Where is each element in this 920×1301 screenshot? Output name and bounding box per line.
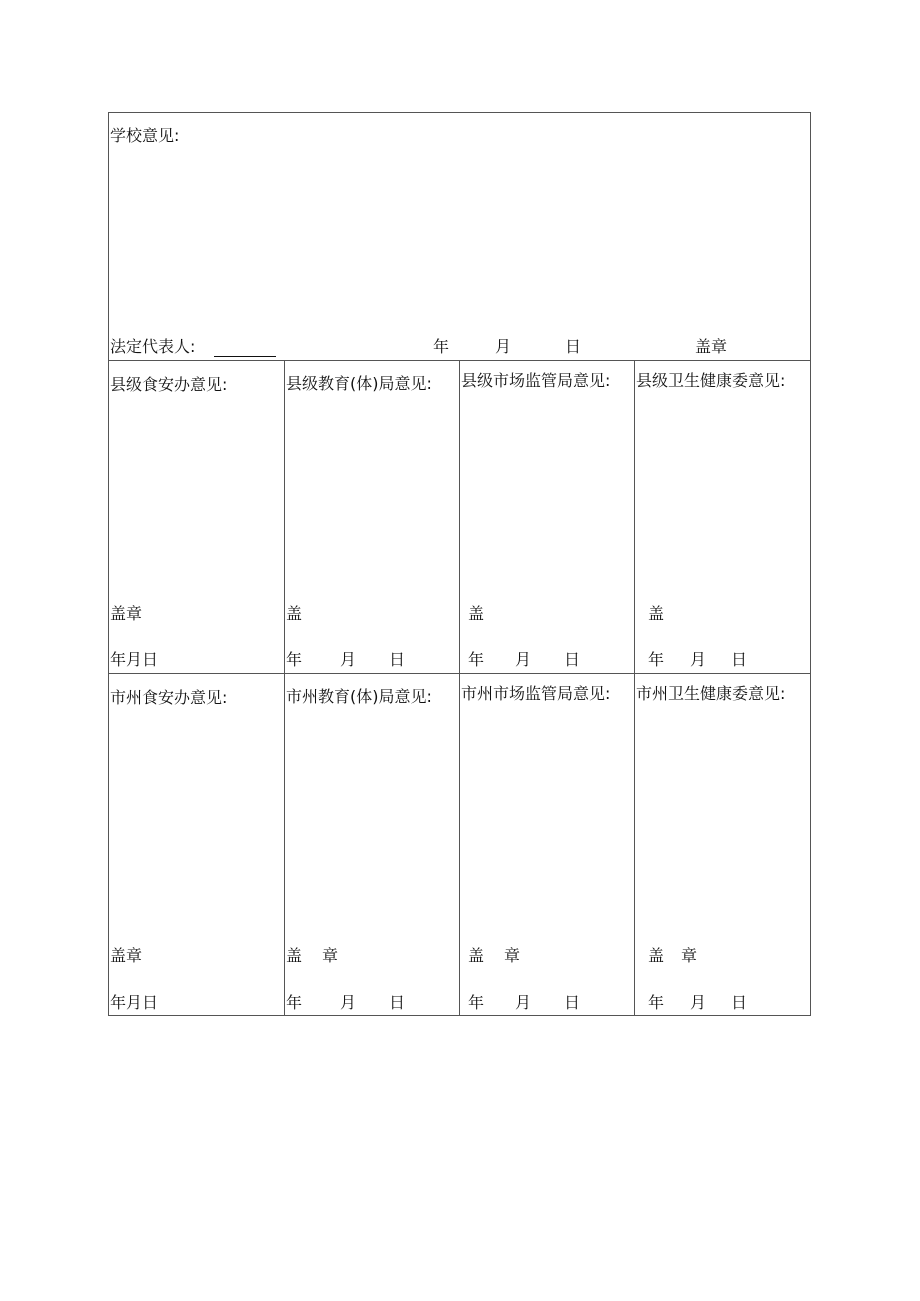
seal-label-second: 章 [681,946,698,965]
school-day-label: 日 [565,337,582,356]
county-health-commission-cell [635,361,811,673]
month-label: 月 [515,993,532,1012]
day-label: 日 [564,650,581,669]
legal-representative-label: 法定代表人: [110,337,196,356]
month-label: 月 [340,993,357,1012]
day-label: 日 [731,993,748,1012]
city-food-safety-office-cell [109,674,284,1016]
date-label: 年月日 [110,993,159,1012]
seal-label-second: 章 [322,946,339,965]
legal-representative-signature-line [214,356,276,357]
cell-title: 市州卫生健康委意见: [636,684,786,703]
month-label: 月 [340,650,357,669]
year-label: 年 [468,993,485,1012]
county-market-regulation-cell [460,361,634,673]
year-label: 年 [286,650,303,669]
seal-label-second: 章 [504,946,521,965]
seal-label-first: 盖 [286,946,303,965]
year-label: 年 [286,993,303,1012]
seal-label: 盖章 [110,946,143,965]
approval-form-table [108,112,811,1016]
date-label: 年月日 [110,650,159,669]
cell-title: 市州食安办意见: [110,688,228,707]
cell-title: 县级食安办意见: [110,375,228,394]
day-label: 日 [389,993,406,1012]
school-seal-label: 盖章 [695,337,728,356]
city-education-bureau-cell [285,674,459,1016]
seal-label-first: 盖 [468,946,485,965]
seal-label: 盖章 [110,604,143,623]
seal-label: 盖 [468,604,485,623]
seal-label: 盖 [648,604,665,623]
month-label: 月 [690,650,707,669]
day-label: 日 [564,993,581,1012]
cell-title: 县级教育(体)局意见: [286,374,432,393]
school-year-label: 年 [433,337,450,356]
cell-title: 市州市场监管局意见: [461,684,611,703]
school-month-label: 月 [495,337,512,356]
year-label: 年 [648,650,665,669]
year-label: 年 [648,993,665,1012]
cell-title: 县级卫生健康委意见: [636,371,786,390]
cell-title: 县级市场监管局意见: [461,371,611,390]
month-label: 月 [690,993,707,1012]
seal-label-first: 盖 [648,946,665,965]
city-health-commission-cell [635,674,811,1016]
county-education-bureau-cell [285,361,459,673]
school-opinion-heading: 学校意见: [110,126,180,145]
county-food-safety-office-cell [109,361,284,673]
seal-label: 盖 [286,604,303,623]
cell-title: 市州教育(体)局意见: [286,687,432,706]
month-label: 月 [515,650,532,669]
city-market-regulation-cell [460,674,634,1016]
day-label: 日 [731,650,748,669]
day-label: 日 [389,650,406,669]
year-label: 年 [468,650,485,669]
